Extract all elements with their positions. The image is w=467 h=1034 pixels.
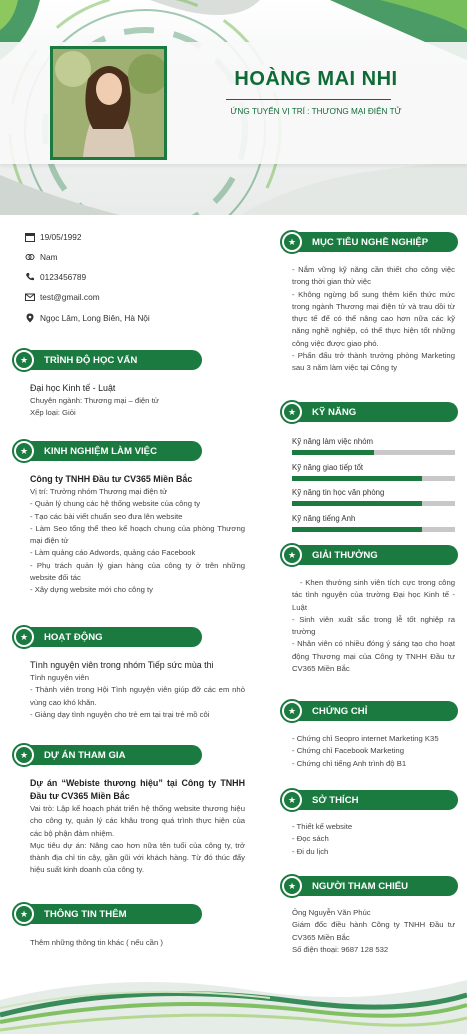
- section-title: THÔNG TIN THÊM: [24, 904, 202, 924]
- more-info-block: [30, 937, 245, 949]
- more-info-text: Thêm những thông tin khác ( nếu cần ): [30, 938, 163, 947]
- calendar-icon: [25, 232, 35, 242]
- gender-icon: [25, 252, 35, 262]
- skill-label: Kỹ năng tiếng Anh: [292, 514, 356, 523]
- skill-level-fill: [292, 501, 422, 506]
- section-projects-header: [12, 745, 202, 765]
- phone-icon: [25, 272, 35, 282]
- star-badge: [280, 543, 304, 567]
- section-experience-header: [12, 441, 202, 461]
- reference-role: Giám đốc điều hành Công ty TNHH Đầu tư CV365 Miền Bắc: [292, 920, 455, 942]
- star-icon: ★: [284, 878, 300, 894]
- star-badge: [280, 874, 304, 898]
- skill-level-fill: [292, 450, 374, 455]
- phone-text: 0123456789: [40, 272, 87, 282]
- star-icon: ★: [16, 906, 32, 922]
- skill-label: Kỹ năng giao tiếp tốt: [292, 463, 364, 472]
- skill-label: Kỹ năng làm việc nhóm: [292, 437, 374, 446]
- projects-block: [30, 777, 245, 877]
- portrait-illustration: [53, 49, 164, 157]
- reference-phone: Số điện thoại: 9687 128 532: [292, 944, 389, 954]
- section-title: DỰ ÁN THAM GIA: [24, 745, 202, 765]
- section-certificates-header: [280, 701, 458, 721]
- skill-label: Kỹ năng tin học văn phòng: [292, 488, 385, 497]
- experience-item: - Tạo các bài viết chuẩn seo đưa lên website: [30, 511, 183, 521]
- experience-item: - Làm quảng cáo Adwords, quảng cáo Facebook: [30, 548, 196, 558]
- header-banner: [0, 0, 467, 215]
- experience-role: Vị trí: Trưởng nhóm Thương mại điện tử: [30, 487, 168, 496]
- section-awards-header: [280, 545, 458, 565]
- mail-icon: [25, 292, 35, 302]
- star-badge: [12, 902, 36, 926]
- skill-track: [292, 501, 455, 506]
- hobby-item: - Đi du lịch: [292, 846, 329, 856]
- reference-block: [292, 907, 455, 956]
- star-icon: ★: [16, 629, 32, 645]
- skill-level-fill: [292, 527, 422, 532]
- hobby-item: - Thiết kế website: [292, 822, 353, 831]
- education-major: Chuyên ngành: Thương mại – điện tử: [30, 396, 159, 405]
- objective-item: - Không ngừng bổ sung thêm kiến thức mức trong ngành Thương mại điện tử và trau dồi từ thực tế để có thể nâng cao hơn nữa các kỹ năng nghề nghiệp, có thể thực hiện tốt những công việc được giao phó.: [292, 289, 455, 348]
- experience-item: - Xây dựng website mới cho công ty: [30, 585, 153, 595]
- education-school: Đại học Kinh tế - Luật: [30, 383, 116, 393]
- certificate-item: - Chứng chỉ tiếng Anh trình độ B1: [292, 758, 407, 768]
- star-icon: ★: [284, 703, 300, 719]
- star-icon: ★: [16, 443, 32, 459]
- section-title: SỞ THÍCH: [292, 790, 458, 810]
- activities-role: Tình nguyện viên: [30, 673, 89, 682]
- section-title: KINH NGHIỆM LÀM VIỆC: [24, 441, 202, 461]
- hobbies-block: [292, 821, 455, 858]
- star-badge: [280, 400, 304, 424]
- projects-heading: Dự án “Webiste thương hiệu” tại Công ty TNHH Đầu tư CV365 Miền Bắc: [30, 778, 245, 801]
- star-badge: [12, 743, 36, 767]
- skill-track: [292, 527, 455, 532]
- section-objective-header: [280, 232, 458, 252]
- education-grade: Xếp loại: Giỏi: [30, 408, 76, 418]
- applied-position: ỨNG TUYỂN VỊ TRÍ : THƯƠNG MẠI ĐIỆN TỬ: [230, 107, 402, 116]
- candidate-name: HOÀNG MAI NHI: [234, 68, 398, 90]
- section-title: MỤC TIÊU NGHỀ NGHIỆP: [292, 232, 458, 252]
- contact-phone: [25, 272, 86, 282]
- star-icon: ★: [284, 234, 300, 250]
- star-badge: [12, 348, 36, 372]
- section-activities-header: [12, 627, 202, 647]
- skill-track: [292, 476, 455, 481]
- activities-heading: Tình nguyện viên trong nhóm Tiếp sức mùa thi: [30, 660, 214, 670]
- section-education-header: [12, 350, 202, 370]
- footer-wave: [0, 960, 467, 1034]
- section-reference-header: [280, 876, 458, 896]
- section-title: KỸ NĂNG: [292, 402, 458, 422]
- section-more-info-header: [12, 904, 202, 924]
- star-badge: [12, 625, 36, 649]
- awards-item: - Sinh viên xuất sắc trong lễ tốt nghiệp ra trường: [292, 614, 455, 637]
- star-badge: [280, 788, 304, 812]
- hobby-item: - Đọc sách: [292, 834, 329, 844]
- section-title: NGƯỜI THAM CHIẾU: [292, 876, 458, 896]
- skill-track: [292, 450, 455, 455]
- projects-goal: Mục tiêu dự án: Nâng cao hơn nữa tên tuổi của công ty, trở thành địa chỉ tin cậy, gần gũi với khách hàng. Từ đó thúc đẩy hiệu suất kinh doanh của công ty.: [30, 840, 245, 875]
- projects-role: Vai trò: Lập kế hoạch phát triển hệ thống website thương hiệu cho công ty, quản lý các khâu trong quá trình thực hiện của các bộ phận đảm nhiệm.: [30, 804, 245, 838]
- contact-birthday: [25, 232, 82, 242]
- awards-block: [292, 577, 455, 675]
- contact-email: [25, 292, 100, 302]
- certificate-item: - Chứng chỉ Seopro internet Marketing K35: [292, 734, 439, 743]
- objective-block: [292, 264, 455, 375]
- section-title: CHỨNG CHỈ: [292, 701, 458, 721]
- location-pin-icon: [25, 313, 35, 323]
- star-icon: ★: [16, 352, 32, 368]
- footer-decoration: [0, 960, 467, 1034]
- star-icon: ★: [284, 792, 300, 808]
- star-badge: [12, 439, 36, 463]
- experience-item: - Phụ trách quản lý gian hàng của công ty ở trên những website đối tác: [30, 560, 245, 583]
- awards-item: - Khen thưởng sinh viên tích cực trong công tác tình nguyện của trường Đại học Kinh tế - Luật: [292, 578, 455, 612]
- awards-item: - Nhân viên có nhiều đóng ý sáng tạo cho hoạt động Thương mại của Công ty TNHH Đầu tư CV365 Miền Bắc: [292, 639, 455, 674]
- experience-item: - Làm Seo tổng thể theo kế hoạch chung của phòng Thương mại điện tử: [30, 523, 245, 546]
- star-icon: ★: [284, 404, 300, 420]
- objective-item: - Nắm vững kỹ năng cần thiết cho công việc trong thời gian thử việc: [292, 265, 455, 287]
- activities-item: - Giảng dạy tình nguyện cho trẻ em tại trại trẻ mồ côi: [30, 709, 210, 719]
- section-title: HOẠT ĐỘNG: [24, 627, 202, 647]
- activities-block: [30, 659, 245, 721]
- certificates-block: [292, 733, 455, 770]
- contact-gender: [25, 252, 58, 262]
- gender-text: Nam: [40, 252, 58, 262]
- address-text: Ngọc Lâm, Long Biên, Hà Nội: [40, 313, 150, 323]
- experience-company: Công ty TNHH Đầu tư CV365 Miền Bắc: [30, 474, 193, 484]
- star-icon: ★: [16, 747, 32, 763]
- certificate-item: - Chứng chỉ Facebook Marketing: [292, 746, 404, 756]
- section-title: TRÌNH ĐỘ HỌC VẤN: [24, 350, 202, 370]
- skill-item: [292, 487, 457, 506]
- objective-item: - Phấn đấu trở thành trưởng phòng Marketing sau 3 năm làm việc tại Công ty: [292, 351, 455, 373]
- skill-item: [292, 462, 457, 481]
- section-title: GIẢI THƯỞNG: [292, 545, 458, 565]
- email-text: test@gmail.com: [40, 292, 100, 302]
- star-badge: [280, 230, 304, 254]
- star-icon: ★: [284, 547, 300, 563]
- section-hobbies-header: [280, 790, 458, 810]
- skill-level-fill: [292, 476, 422, 481]
- name-divider: [226, 99, 391, 100]
- section-skills-header: [280, 402, 458, 422]
- experience-block: [30, 473, 245, 597]
- contact-address: [25, 313, 150, 323]
- education-block: [30, 382, 250, 420]
- reference-name: Ông Nguyễn Văn Phúc: [292, 908, 371, 917]
- experience-item: - Quản lý chung các hệ thống website của công ty: [30, 499, 201, 509]
- activities-item: - Thành viên trong Hội Tình nguyện viên giúp đỡ các em nhỏ vùng cao khó khăn.: [30, 685, 245, 707]
- star-badge: [280, 699, 304, 723]
- birthday-text: 19/05/1992: [40, 232, 82, 242]
- profile-photo: [50, 46, 167, 160]
- skill-item: [292, 513, 457, 532]
- skill-item: [292, 436, 457, 455]
